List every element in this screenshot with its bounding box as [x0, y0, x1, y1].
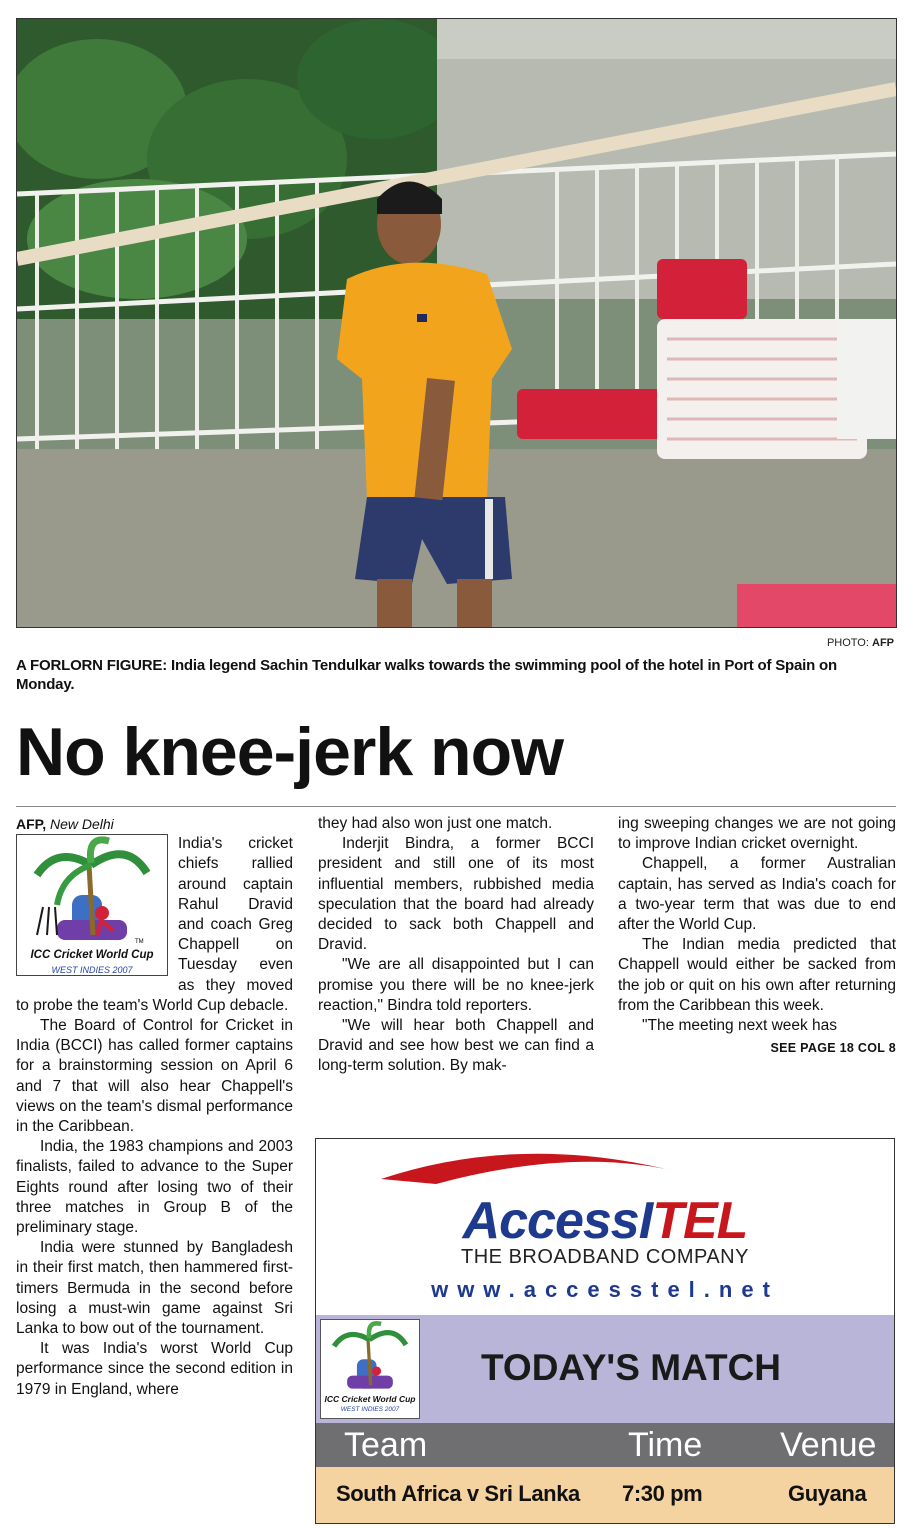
divider: [16, 806, 896, 807]
article-paragraph: India were stunned by Bangladesh in their first match, then hammered first-timers Bermuda in the second before losing a must-win game against Sri Lanka to bow out of the tournament.: [16, 1239, 293, 1338]
palm-tree-icon: [17, 835, 167, 945]
article-paragraph: The Board of Control for Cricket in India (BCCI) has called former captains for a brainstorming session on April 6 and 7 that will also hear Chappell's views on the team's dismal performance in the Caribbean.: [16, 1017, 293, 1136]
article-column-1: [16, 814, 293, 1400]
ad-tagline: THE BROADBAND COMPANY: [461, 1246, 749, 1268]
logo-title: ICC Cricket World Cup: [324, 1394, 416, 1404]
news-photo: [16, 18, 897, 628]
continued-jump[interactable]: SEE PAGE 18 COL 8: [770, 1041, 896, 1056]
photo-credit-source: AFP: [872, 637, 894, 649]
logo-subtitle: WEST INDIES 2007: [340, 1406, 400, 1413]
byline-place: New Delhi: [49, 816, 114, 832]
logo-subtitle: WEST INDIES 2007: [51, 965, 133, 976]
world-cup-logo: [16, 834, 168, 976]
ad-brand-access: AccessI: [462, 1192, 653, 1250]
palm-tree-icon: [321, 1320, 419, 1392]
article-paragraph: "We are all disappointed but I can promise you there will be no knee-jerk reaction," Bindra told reporters.: [318, 956, 594, 1014]
world-cup-logo-small: [320, 1319, 420, 1419]
article-column-3: [618, 814, 896, 1058]
headline: No knee-jerk now: [16, 714, 564, 790]
photo-caption: A FORLORN FIGURE: India legend Sachin Tendulkar walks towards the swimming pool of the hotel in Port of Spain on Monday.: [16, 657, 837, 693]
match-table-header: [316, 1423, 894, 1467]
article-paragraph: they had also won just one match.: [318, 815, 553, 832]
todays-match-panel: [316, 1315, 894, 1423]
header-time: Time: [628, 1426, 703, 1464]
photo-credit-label: PHOTO:: [826, 637, 869, 649]
ad-brand: [316, 1191, 894, 1251]
byline: [16, 814, 293, 834]
article-paragraph: ing sweeping changes we are not going to improve Indian cricket overnight.: [618, 815, 896, 853]
header-team: Team: [344, 1426, 428, 1464]
article-column-2: [318, 814, 594, 1077]
article-paragraph: It was India's worst World Cup performance since the second edition in 1979 in England, where: [16, 1340, 293, 1398]
todays-match-title: TODAY'S MATCH: [481, 1347, 782, 1388]
byline-agency: AFP,: [16, 816, 47, 832]
article-paragraph: Inderjit Bindra, a former BCCI president and still one of its most influential members, rubbished media speculation that the board had already decided to sack both Chappell and Dravid.: [318, 835, 594, 954]
article-paragraph: "The meeting next week has: [642, 1017, 838, 1035]
logo-tm: TM: [135, 939, 144, 946]
logo-title: ICC Cricket World Cup: [30, 949, 154, 962]
article-paragraph: The Indian media predicted that Chappell would either be sacked from the job or quit on his own after returning from the Caribbean this week.: [618, 936, 896, 1014]
article-paragraph: India, the 1983 champions and 2003 finalists, failed to advance to the Super Eights round after losing two of their three matches in Group B of the preliminary stage.: [16, 1138, 293, 1237]
article-paragraph: "We will hear both Chappell and Dravid and see how best we can find a long-term solution. By mak-: [318, 1017, 594, 1075]
article-paragraph: Chappell, a former Australian captain, has served as India's coach for a two-year term that was due to end after the World Cup.: [618, 855, 896, 934]
ad-url[interactable]: www.accesstel.net: [431, 1277, 779, 1302]
accesstel-advertisement[interactable]: [315, 1138, 895, 1524]
match-table-row: [316, 1467, 894, 1523]
row-team: South Africa v Sri Lanka: [336, 1481, 580, 1506]
row-venue: Guyana: [788, 1481, 867, 1506]
row-time: 7:30 pm: [622, 1481, 703, 1506]
header-venue: Venue: [780, 1426, 877, 1464]
photo-credit: [827, 637, 894, 649]
ad-brand-tel: TEL: [652, 1192, 748, 1250]
article-paragraph: India's cricket chiefs rallied around captain Rahul Dravid and coach Greg Chappell on Tuesday even as they moved to probe the team's World Cup debacle.: [16, 835, 293, 1014]
